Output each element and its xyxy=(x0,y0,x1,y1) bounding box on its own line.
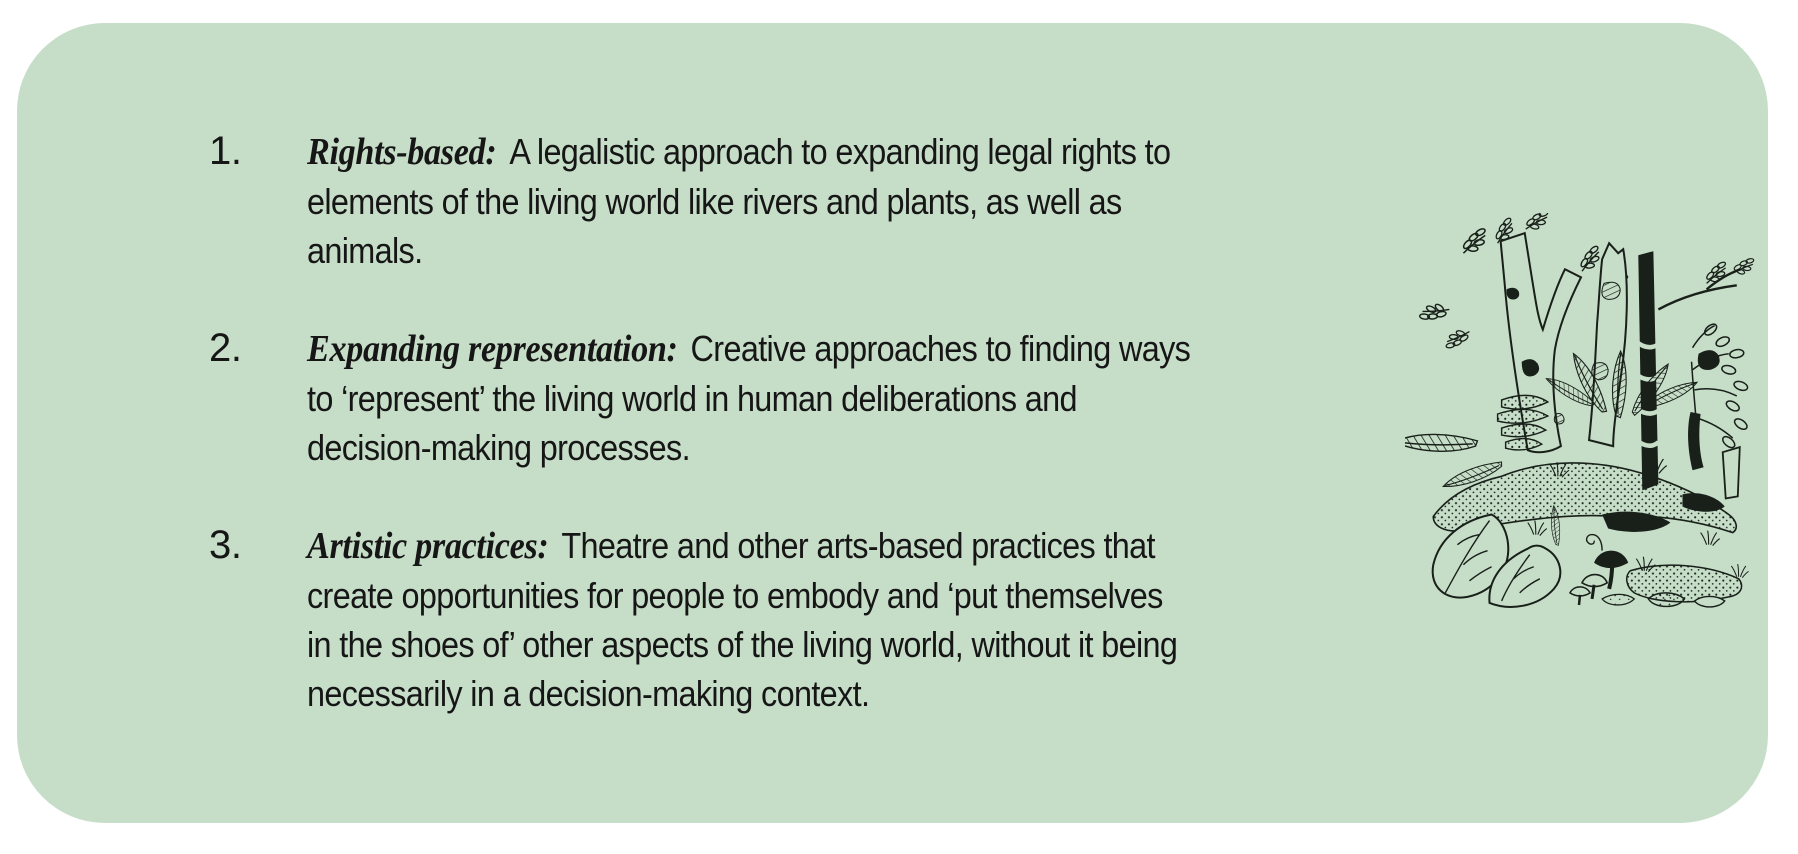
item-label: Expanding representation: xyxy=(307,328,678,370)
broken-stub xyxy=(1723,447,1740,498)
item-label: Rights-based: xyxy=(307,131,497,173)
text-line xyxy=(307,521,1177,571)
fiddlehead xyxy=(1587,535,1602,551)
item-text xyxy=(307,521,1177,718)
text-line-rest: Theatre and other arts-based practices that xyxy=(561,525,1155,566)
numbered-list xyxy=(209,127,1288,767)
text-line: decision-making processes. xyxy=(307,427,690,468)
text-line-rest: A legalistic approach to expanding legal rights to xyxy=(509,131,1171,172)
item-label: Artistic practices: xyxy=(307,525,549,567)
list-item xyxy=(209,324,1288,472)
black-pole xyxy=(1635,251,1659,490)
item-number: 2. xyxy=(209,326,242,370)
text-line: elements of the living world like rivers and plants, as well as xyxy=(307,181,1122,222)
forest-floor-ink-drawing xyxy=(1405,213,1755,617)
item-number: 1. xyxy=(209,129,242,173)
text-line: necessarily in a decision-making context. xyxy=(307,673,870,714)
forest-floor-illustration-svg xyxy=(1405,213,1755,617)
text-line: create opportunities for people to embody and ‘put themselves xyxy=(307,575,1163,616)
text-line-rest: Creative approaches to finding ways xyxy=(690,328,1191,369)
list-item xyxy=(209,521,1288,718)
top-right-branch xyxy=(1658,258,1755,310)
list-item xyxy=(209,127,1288,275)
text-line: to ‘represent’ the living world in human deliberations and xyxy=(307,378,1077,419)
text-line: in the shoes of’ other aspects of the living world, without it being xyxy=(307,624,1178,665)
text-line xyxy=(307,127,1170,177)
item-text xyxy=(307,324,1190,472)
item-text xyxy=(307,127,1170,275)
item-number: 3. xyxy=(209,523,242,567)
text-line: animals. xyxy=(307,230,423,271)
text-line xyxy=(307,324,1190,374)
green-card xyxy=(17,23,1768,823)
